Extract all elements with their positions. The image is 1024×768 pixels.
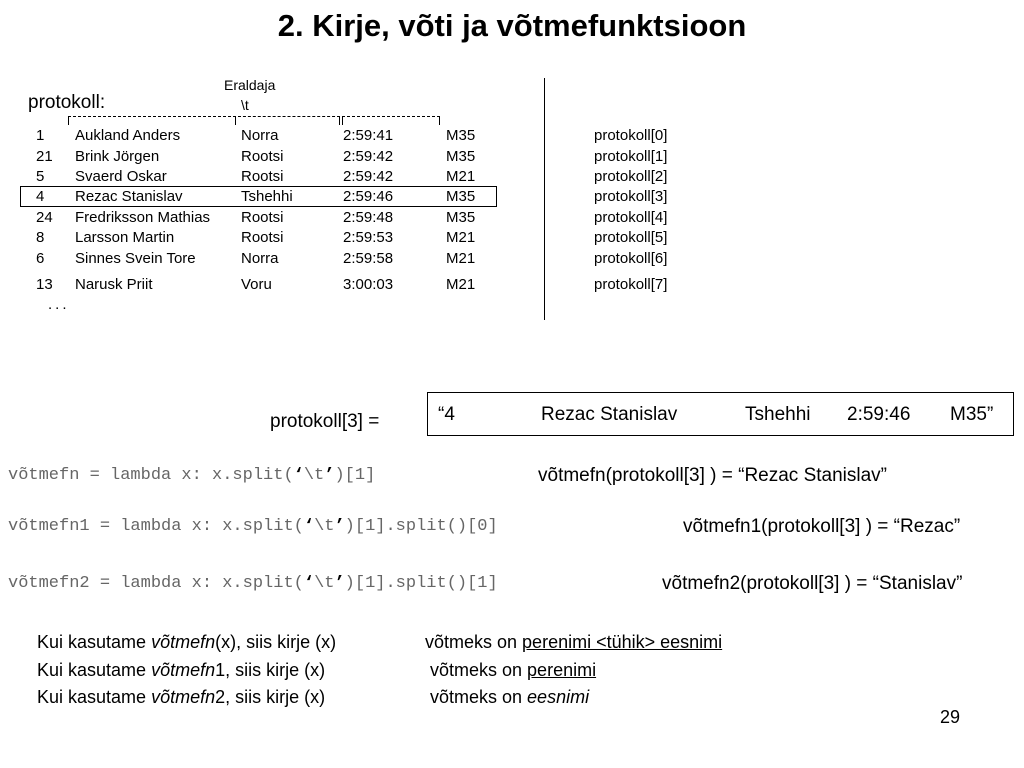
row-country: Norra (241, 250, 279, 267)
row-name: Aukland Anders (75, 127, 181, 144)
row-time: 2:59:41 (343, 127, 394, 144)
column-bracket-name (68, 116, 236, 125)
row-index-label: protokoll[0] (594, 127, 668, 144)
row-country: Norra (241, 127, 279, 144)
separator-label: Eraldaja (224, 77, 276, 93)
row-country: Rootsi (241, 168, 284, 185)
page-number: 29 (940, 707, 961, 727)
row-number: 8 (36, 229, 45, 246)
row-name: Fredriksson Mathias (75, 209, 211, 226)
row-class: M35 (446, 127, 476, 144)
row-name: Larsson Martin (75, 229, 175, 246)
row-index-label: protokoll[7] (594, 276, 668, 293)
row-number: 6 (36, 250, 45, 267)
result-line-2: võtmefn1(protokoll[3] ) = “Rezac” (683, 516, 961, 537)
vertical-divider (544, 78, 545, 320)
code-line-3: võtmefn2 = lambda x: x.split(‘\t’)[1].split()[1] (8, 574, 498, 593)
row-name: Svaerd Oskar (75, 168, 167, 185)
code-line-1: võtmefn = lambda x: x.split(‘\t’)[1] (8, 466, 376, 485)
row-number: 13 (36, 276, 53, 293)
row-number: 21 (36, 148, 53, 165)
result-line-3: võtmefn2(protokoll[3] ) = “Stanislav” (662, 573, 963, 594)
column-bracket-country (238, 116, 340, 125)
row-number: 5 (36, 168, 45, 185)
row-name: Sinnes Svein Tore (75, 250, 196, 267)
row-country: Rootsi (241, 229, 284, 246)
slide-title: 2. Kirje, võti ja võtmefunktsioon (277, 8, 747, 43)
row-name: Narusk Priit (75, 276, 153, 293)
row-class: M21 (446, 250, 476, 267)
row-index-label: protokoll[1] (594, 148, 668, 165)
record-class: M35” (950, 404, 994, 425)
row-time: 2:59:42 (343, 148, 394, 165)
record-time: 2:59:46 (847, 404, 911, 425)
code-line-2: võtmefn1 = lambda x: x.split(‘\t’)[1].split()[0] (8, 517, 498, 536)
row-time: 3:00:03 (343, 276, 394, 293)
row-class: M21 (446, 168, 476, 185)
row-number: 1 (36, 127, 45, 144)
record-country: Tshehhi (745, 404, 811, 425)
row-name: Brink Jörgen (75, 148, 160, 165)
row-time: 2:59:42 (343, 168, 394, 185)
row-time: 2:59:58 (343, 250, 394, 267)
row-index-label: protokoll[6] (594, 250, 668, 267)
row-class: M35 (446, 148, 476, 165)
row-country: Rootsi (241, 148, 284, 165)
row-time: 2:59:46 (343, 188, 394, 205)
row-time: 2:59:48 (343, 209, 394, 226)
row-number: 24 (36, 209, 53, 226)
record-box (427, 392, 1014, 436)
result-line-1: võtmefn(protokoll[3] ) = “Rezac Stanislav” (538, 465, 887, 486)
row-class: M21 (446, 229, 476, 246)
row-index-label: protokoll[5] (594, 229, 668, 246)
row-number: 4 (36, 188, 45, 205)
row-index-label: protokoll[3] (594, 188, 668, 205)
separator-symbol: \t (241, 97, 249, 113)
record-open: “4 (438, 404, 455, 425)
row-class: M35 (446, 188, 476, 205)
row-name: Rezac Stanislav (75, 188, 183, 205)
ellipsis: ... (48, 296, 70, 313)
record-label: protokoll[3] = (270, 411, 380, 432)
record-name: Rezac Stanislav (541, 404, 678, 425)
row-class: M35 (446, 209, 476, 226)
row-country: Voru (241, 276, 272, 293)
row-index-label: protokoll[4] (594, 209, 668, 226)
row-class: M21 (446, 276, 476, 293)
row-country: Rootsi (241, 209, 284, 226)
row-time: 2:59:53 (343, 229, 394, 246)
column-bracket-time (342, 116, 440, 125)
row-country: Tshehhi (241, 188, 293, 205)
row-index-label: protokoll[2] (594, 168, 668, 185)
protokoll-label: protokoll: (28, 92, 106, 113)
